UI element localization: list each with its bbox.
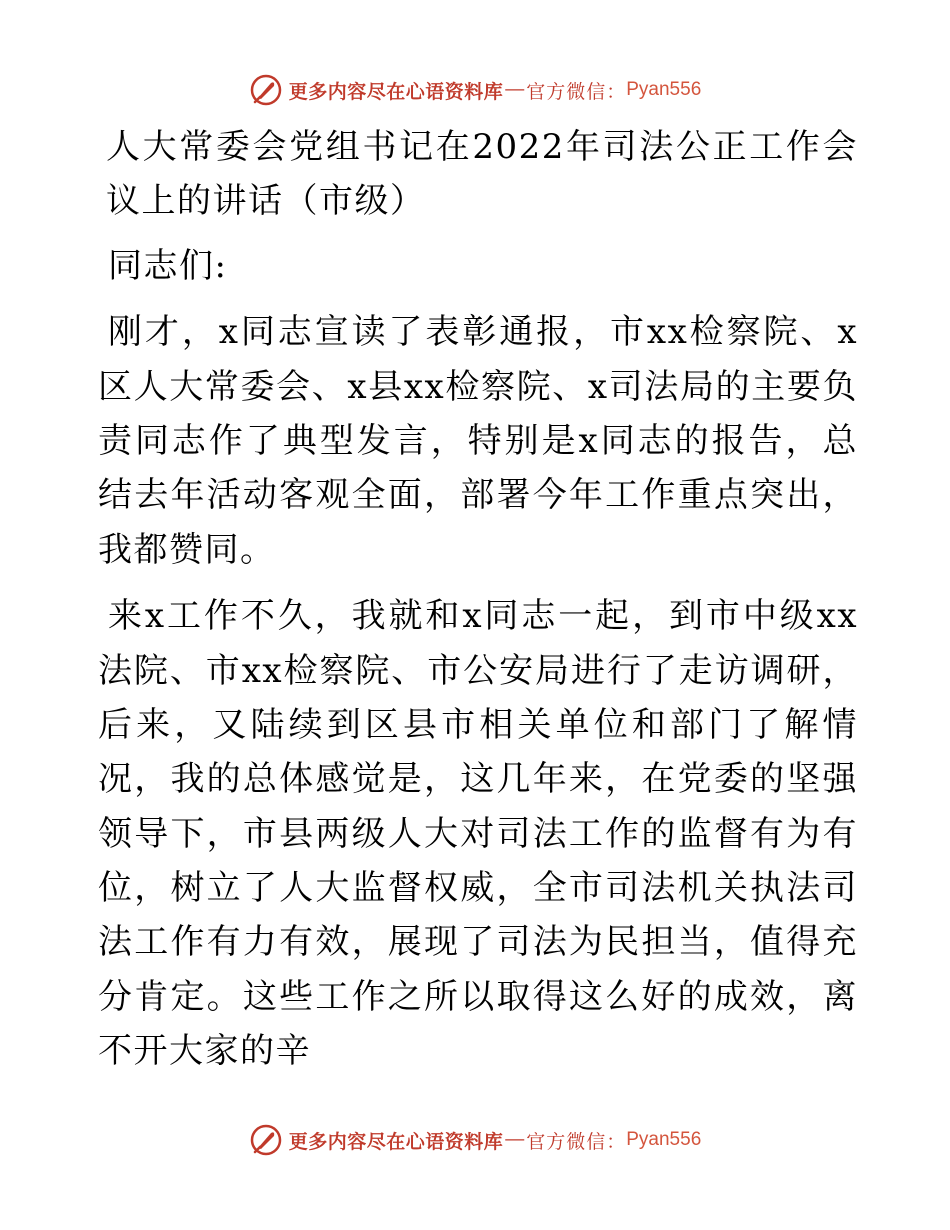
banner-wechat-id: Pyan556	[626, 1129, 702, 1150]
footer-banner	[0, 1120, 950, 1160]
document-body	[98, 120, 858, 1079]
document-paragraph: 刚才，x同志宣读了表彰通报，市xx检察院、x区人大常委会、x县xx检察院、x司法局的主要负责同志作了典型发言，特别是x同志的报告，总结去年活动客观全面，部署今年工作重点突出，我都赞同。	[98, 312, 858, 570]
banner-site-text: 更多内容尽在心语资料库	[288, 1131, 504, 1153]
quill-logo-icon	[249, 73, 283, 107]
banner-wechat-label: 官方微信：	[526, 1131, 627, 1153]
banner-wechat-label: 官方微信：	[526, 81, 627, 103]
header-banner	[0, 70, 950, 110]
banner-separator: —	[505, 1129, 525, 1150]
quill-logo-icon	[249, 1123, 283, 1157]
banner-site-text: 更多内容尽在心语资料库	[288, 81, 504, 103]
banner-separator: —	[505, 79, 525, 100]
document-title: 人大常委会党组书记在2022年司法公正工作会议上的讲话（市级）	[106, 127, 858, 222]
banner-wechat-id: Pyan556	[626, 79, 702, 100]
document-greeting: 同志们:	[108, 245, 228, 286]
document-paragraph: 来x工作不久，我就和x同志一起，到市中级xx法院、市xx检察院、市公安局进行了走访调研，后来，又陆续到区县市相关单位和部门了解情况，我的总体感觉是，这几年来，在党委的坚强领导下，市县两级人大对司法工作的监督有为有位，树立了人大监督权威，全市司法机关执法司法工作有力有效，展现了司法为民担当，值得充分肯定。这些工作之所以取得这么好的成效，离不开大家的辛	[98, 596, 858, 1072]
